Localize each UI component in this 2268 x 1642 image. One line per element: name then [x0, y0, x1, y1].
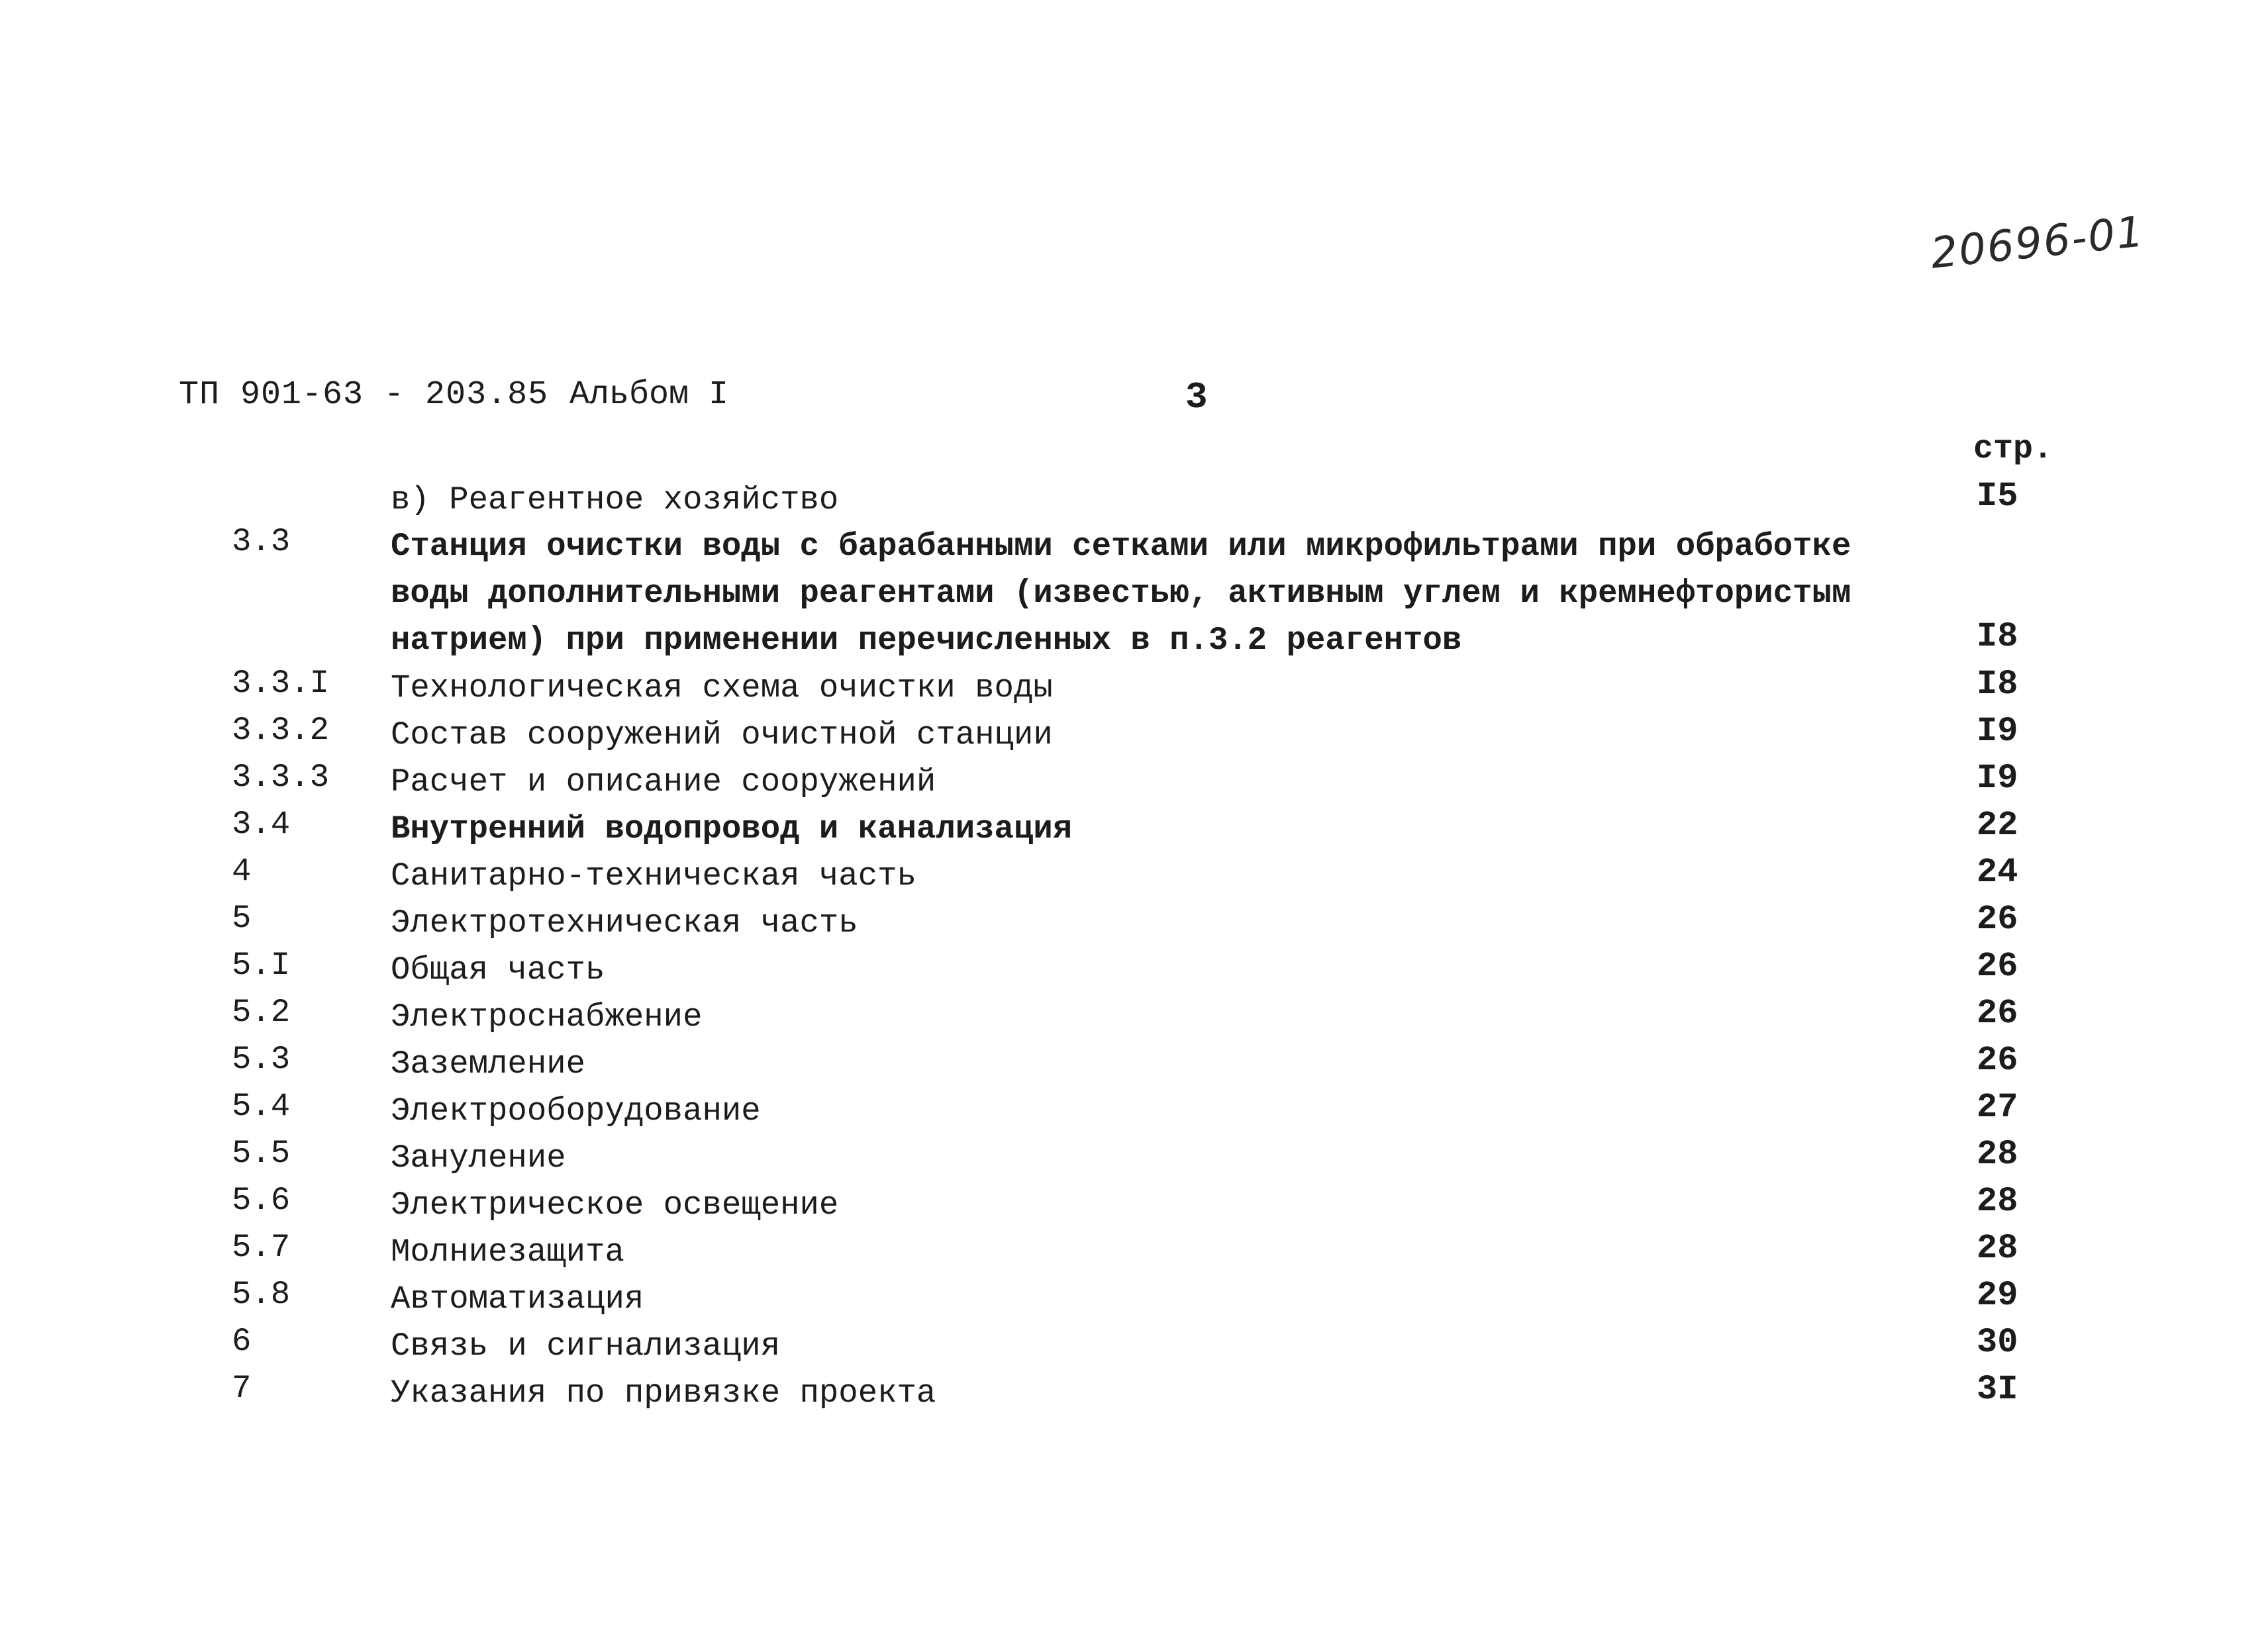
toc-section-number: 3.3 [232, 523, 291, 560]
toc-section-number: 3.3.2 [232, 712, 330, 749]
toc-page-number: 28 [1977, 1229, 2018, 1268]
handwritten-inventory-number: 20696-01 [1928, 207, 2147, 279]
album-label: Альбом I [569, 376, 729, 414]
toc-section-number: 4 [232, 853, 252, 890]
toc-section-number: 5.5 [232, 1135, 291, 1172]
toc-section-title: Общая часть [391, 951, 605, 989]
toc-page-number: I9 [1977, 712, 2018, 751]
toc-page-number: 27 [1977, 1088, 2018, 1127]
toc-page-number: 22 [1977, 806, 2018, 845]
toc-section-number: 5.8 [232, 1276, 291, 1313]
toc-section-title: Технологическая схема очистки воды [391, 669, 1053, 706]
toc-section-number: 5.3 [232, 1041, 291, 1078]
toc-section-number: 5.6 [232, 1182, 291, 1219]
toc-page-number: I8 [1977, 665, 2018, 704]
toc-page-number: 26 [1977, 1041, 2018, 1080]
toc-section-number: 5.4 [232, 1088, 291, 1125]
toc-section-number: 5.2 [232, 994, 291, 1031]
toc-page-number: 3I [1977, 1370, 2018, 1409]
toc-page-number: I8 [1977, 617, 2018, 656]
toc-page-number: 28 [1977, 1135, 2018, 1174]
toc-section-title: Электроснабжение [391, 998, 703, 1036]
toc-page-number: 24 [1977, 853, 2018, 892]
toc-section-title: Состав сооружений очистной станции [391, 716, 1053, 753]
toc-page-number: I9 [1977, 759, 2018, 798]
toc-section-title: Заземление [391, 1045, 586, 1083]
page-column-label: стр. [1973, 430, 2053, 468]
toc-section-title: Электротехническая часть [391, 904, 858, 942]
toc-section-title: Автоматизация [391, 1280, 644, 1318]
document-header [179, 376, 2099, 422]
toc-page-number: 26 [1977, 947, 2018, 986]
toc-page-number: 26 [1977, 900, 2018, 939]
toc-section-number: 7 [232, 1370, 252, 1407]
toc-section-title: Зануление [391, 1139, 566, 1177]
document-code: ТП 901-63 - 203.85 [179, 376, 549, 414]
toc-page-number: I5 [1977, 477, 2018, 516]
toc-section-number: 5 [232, 900, 252, 937]
toc-section-number: 5.7 [232, 1229, 291, 1266]
toc-section-title: Связь и сигнализация [391, 1328, 781, 1365]
toc-section-title: Молниезащита [391, 1233, 624, 1271]
toc-section-title: Станция очистки воды с барабанными сетками или микрофильтрами при обработке воды дополнительными реагентами (известью, активным углем и кремнефтористым натрием) при применении перечисленных в п.3.2 реагентов [391, 528, 1851, 659]
toc-section-title: Указания по привязке проекта [391, 1375, 936, 1412]
toc-page-number: 30 [1977, 1323, 2018, 1362]
toc-page-number: 29 [1977, 1276, 2018, 1315]
toc-section-title: Электрическое освещение [391, 1186, 839, 1224]
toc-section-number: 3.3.3 [232, 759, 330, 796]
toc-section-title: Расчет и описание сооружений [391, 763, 936, 800]
toc-section-title: Внутренний водопровод и канализация [391, 810, 1073, 847]
toc-section-number: 5.I [232, 947, 291, 984]
toc-section-number: 3.3.I [232, 665, 330, 702]
toc-section-title: в) Реагентное хозяйство [391, 481, 839, 518]
toc-section-number: 6 [232, 1323, 252, 1360]
toc-page-number: 26 [1977, 994, 2018, 1033]
toc-section-title: Санитарно-техническая часть [391, 857, 916, 894]
toc-section-number: 3.4 [232, 806, 291, 843]
page-number: 3 [1185, 376, 1208, 418]
toc-section-title: Электрооборудование [391, 1092, 761, 1130]
toc-page-number: 28 [1977, 1182, 2018, 1221]
